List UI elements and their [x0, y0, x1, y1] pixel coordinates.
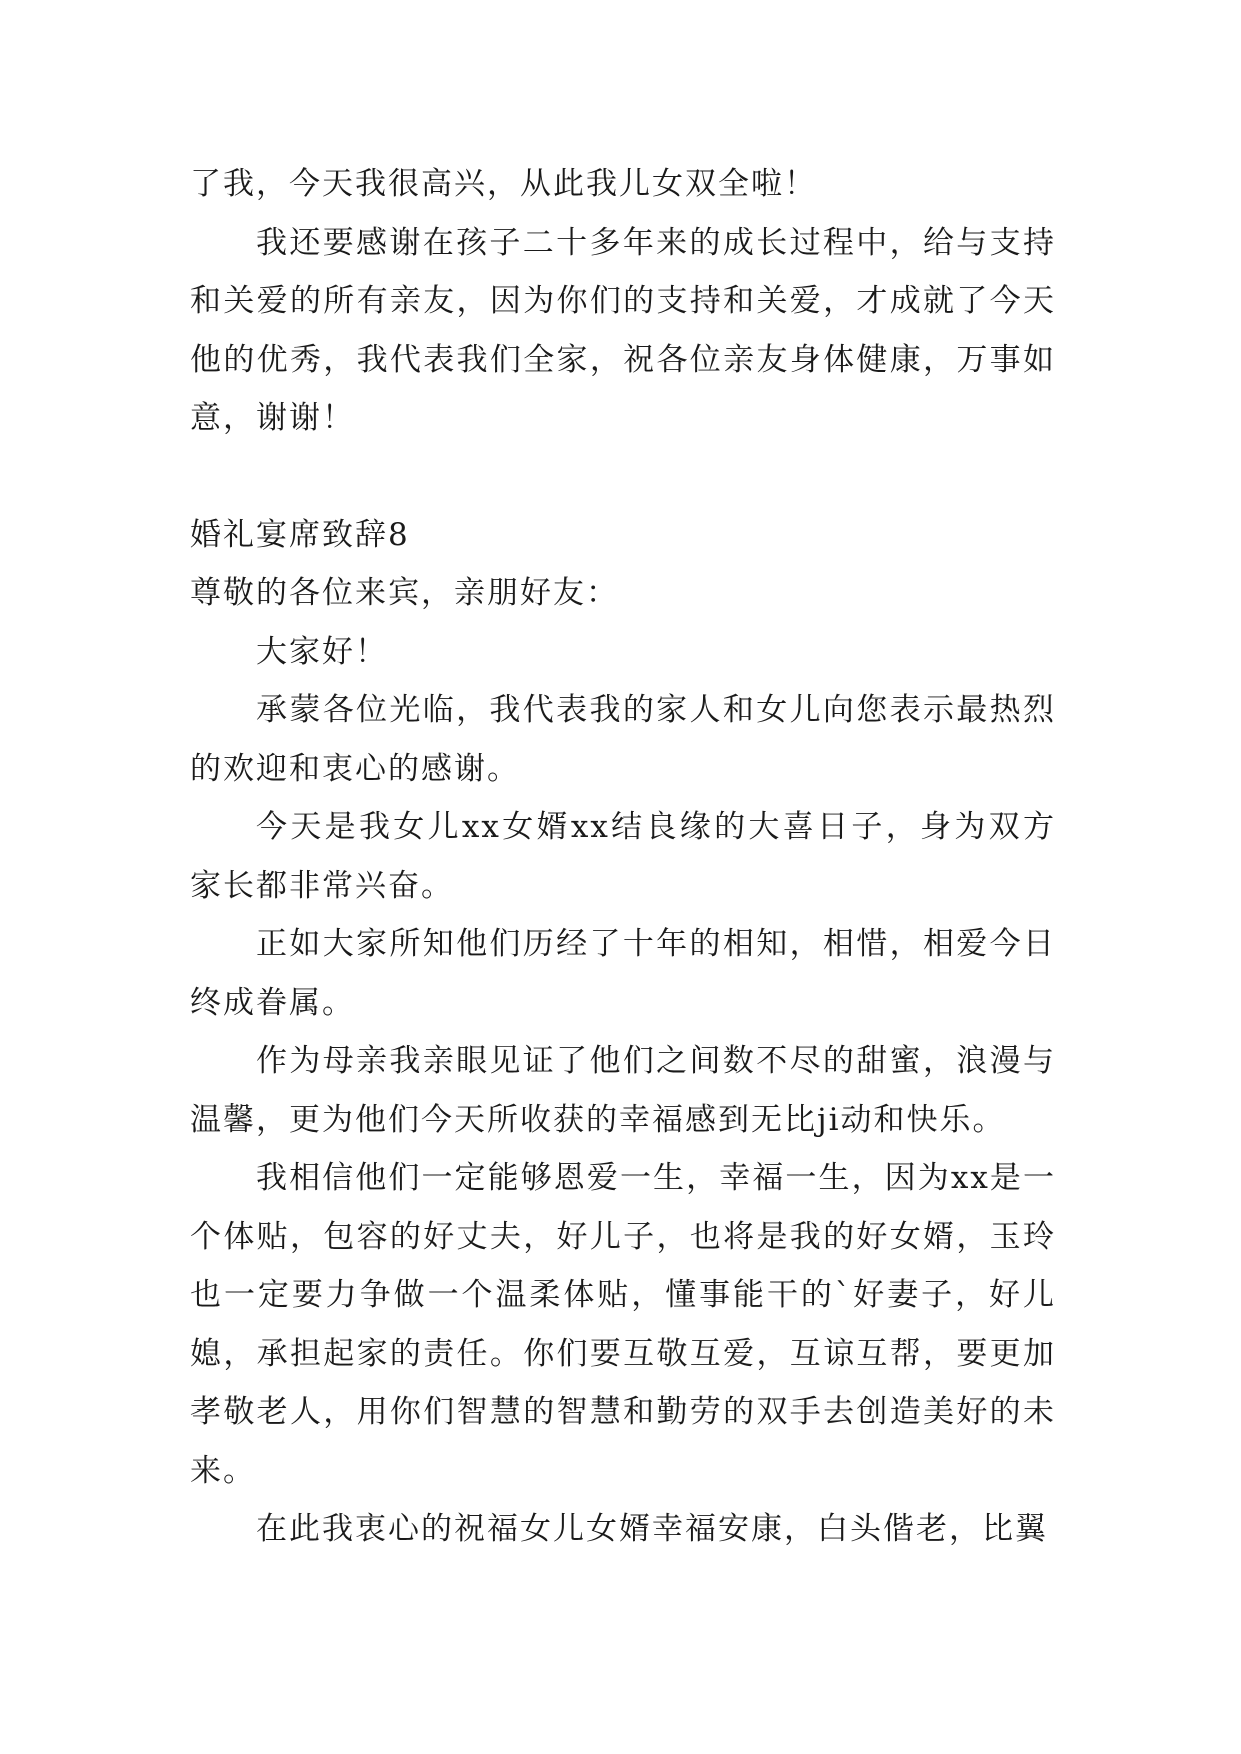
section-heading: 婚礼宴席致辞8: [190, 516, 410, 553]
paragraph-continued: 了我，今天我很高兴，从此我儿女双全啦！: [190, 166, 817, 202]
paragraph-greeting: 大家好！: [256, 633, 388, 670]
paragraph-mother-witness: 作为母亲我亲眼见证了他们之间数不尽的甜蜜，浪漫与温馨，更为他们今天所收获的幸福感到无比ji动和快乐。: [190, 1043, 1056, 1138]
paragraph-welcome: 承蒙各位光临，我代表我的家人和女儿向您表示最热烈的欢迎和衷心的感谢。: [190, 692, 1056, 787]
document-body: [190, 155, 1056, 1559]
paragraph-advice: 我相信他们一定能够恩爱一生，幸福一生，因为xx是一个体贴，包容的好丈夫，好儿子，也将是我的好女婿，玉玲也一定要力争做一个温柔体贴，懂事能干的`好妻子，好儿媳，承担起家的责任。你们要互敬互爱，互谅互帮，要更加孝敬老人，用你们智慧的智慧和勤劳的双手去创造美好的未来。: [190, 1160, 1056, 1489]
paragraph-ten-years: 正如大家所知他们历经了十年的相知，相惜，相爱今日终成眷属。: [190, 926, 1056, 1021]
salutation: 尊敬的各位来宾，亲朋好友：: [190, 575, 619, 611]
paragraph-thanks-relatives: 我还要感谢在孩子二十多年来的成长过程中，给与支持和关爱的所有亲友，因为你们的支持和关爱，才成就了今天他的优秀，我代表我们全家，祝各位亲友身体健康，万事如意，谢谢！: [190, 224, 1056, 436]
paragraph-wedding-day: 今天是我女儿xx女婿xx结良缘的大喜日子，身为双方家长都非常兴奋。: [190, 809, 1056, 904]
paragraph-blessing: 在此我衷心的祝福女儿女婿幸福安康，白头偕老，比翼: [256, 1511, 1048, 1547]
